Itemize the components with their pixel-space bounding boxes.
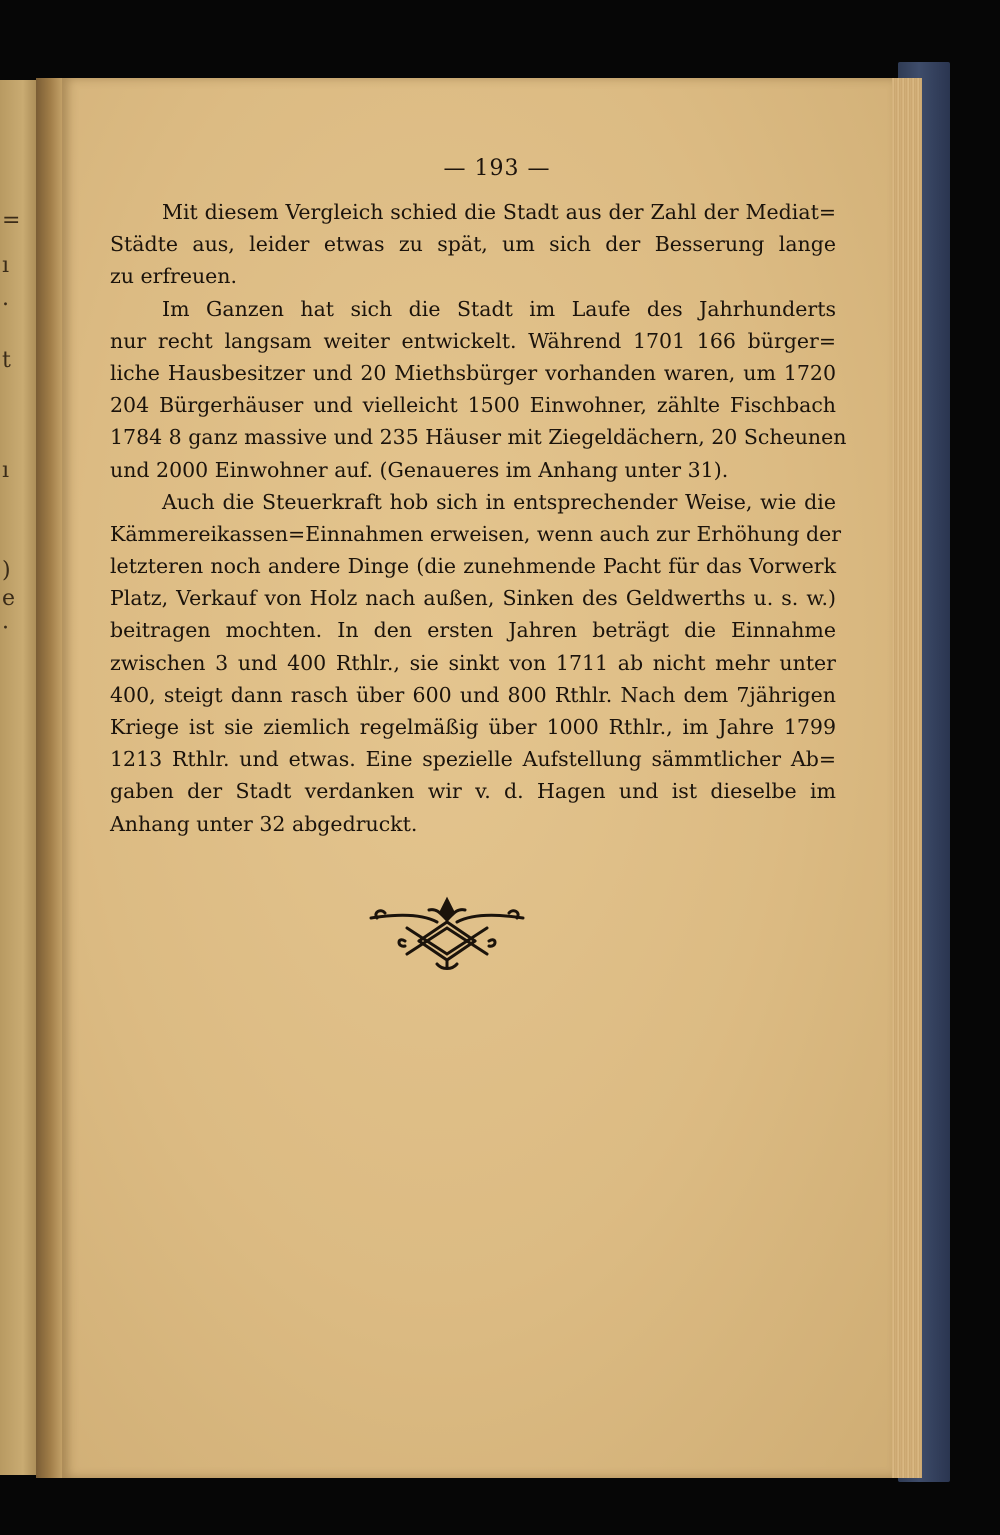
text-line: Kriege ist sie ziemlich regelmäßig über 1000 Rthlr., im Jahre 1799 bbox=[110, 715, 836, 739]
margin-mark: ı bbox=[2, 253, 10, 278]
page-number: — 193 — bbox=[443, 156, 551, 181]
text-line: liche Hausbesitzer und 20 Miethsbürger vorhanden waren, um 1720 bbox=[110, 360, 836, 385]
book-page bbox=[62, 78, 892, 1478]
text-line: 1784 8 ganz massive und 235 Häuser mit Ziegeldächern, 20 Scheunen bbox=[110, 425, 847, 450]
text-line: Mit diesem Vergleich schied die Stadt aus der Zahl der Mediat= bbox=[162, 200, 836, 224]
text-line: nur recht langsam weiter entwickelt. Während 1701 166 bürger= bbox=[110, 328, 836, 353]
text-line: zwischen 3 und 400 Rthlr., sie sinkt von 1711 ab nicht mehr unter bbox=[110, 650, 836, 675]
margin-mark: · bbox=[2, 616, 9, 641]
text-line: Auch die Steuerkraft hob sich in entsprechender Weise, wie die bbox=[162, 489, 836, 514]
text-line: und 2000 Einwohner auf. (Genaueres im Anhang unter 31). bbox=[110, 457, 729, 482]
margin-mark: e bbox=[2, 586, 16, 611]
text-line: letzteren noch andere Dinge (die zunehmende Pacht für das Vorwerk bbox=[110, 554, 836, 579]
text-line: Platz, Verkauf von Holz nach außen, Sinken des Geldwerths u. s. w.) bbox=[110, 586, 836, 611]
fleuron-ornament-icon bbox=[367, 896, 527, 971]
text-line: Im Ganzen hat sich die Stadt im Laufe des Jahrhunderts bbox=[162, 296, 836, 321]
text-line: Städte aus, leider etwas zu spät, um sich der Besserung lange bbox=[110, 232, 836, 257]
margin-mark: ı bbox=[2, 458, 10, 483]
body-text bbox=[110, 196, 847, 840]
book-gutter bbox=[36, 78, 64, 1478]
margin-mark: ) bbox=[2, 558, 11, 583]
text-line: 204 Bürgerhäuser und vielleicht 1500 Einwohner, zählte Fischbach bbox=[110, 393, 836, 418]
text-line: 1213 Rthlr. und etwas. Eine spezielle Aufstellung sämmtlicher Ab= bbox=[110, 747, 836, 772]
text-line: Anhang unter 32 abgedruckt. bbox=[110, 811, 418, 836]
margin-mark: t bbox=[2, 348, 11, 373]
margin-mark: . bbox=[2, 286, 9, 311]
text-line: zu erfreuen. bbox=[110, 264, 238, 289]
text-line: beitragen mochten. In den ersten Jahren beträgt die Einnahme bbox=[110, 618, 836, 643]
text-line: 400, steigt dann rasch über 600 und 800 Rthlr. Nach dem 7jährigen bbox=[110, 682, 836, 707]
margin-mark: = bbox=[2, 208, 21, 233]
text-line: gaben der Stadt verdanken wir v. d. Hagen und ist dieselbe im bbox=[110, 779, 836, 804]
text-line: Kämmereikassen=Einnahmen erweisen, wenn auch zur Erhöhung der bbox=[110, 521, 842, 546]
